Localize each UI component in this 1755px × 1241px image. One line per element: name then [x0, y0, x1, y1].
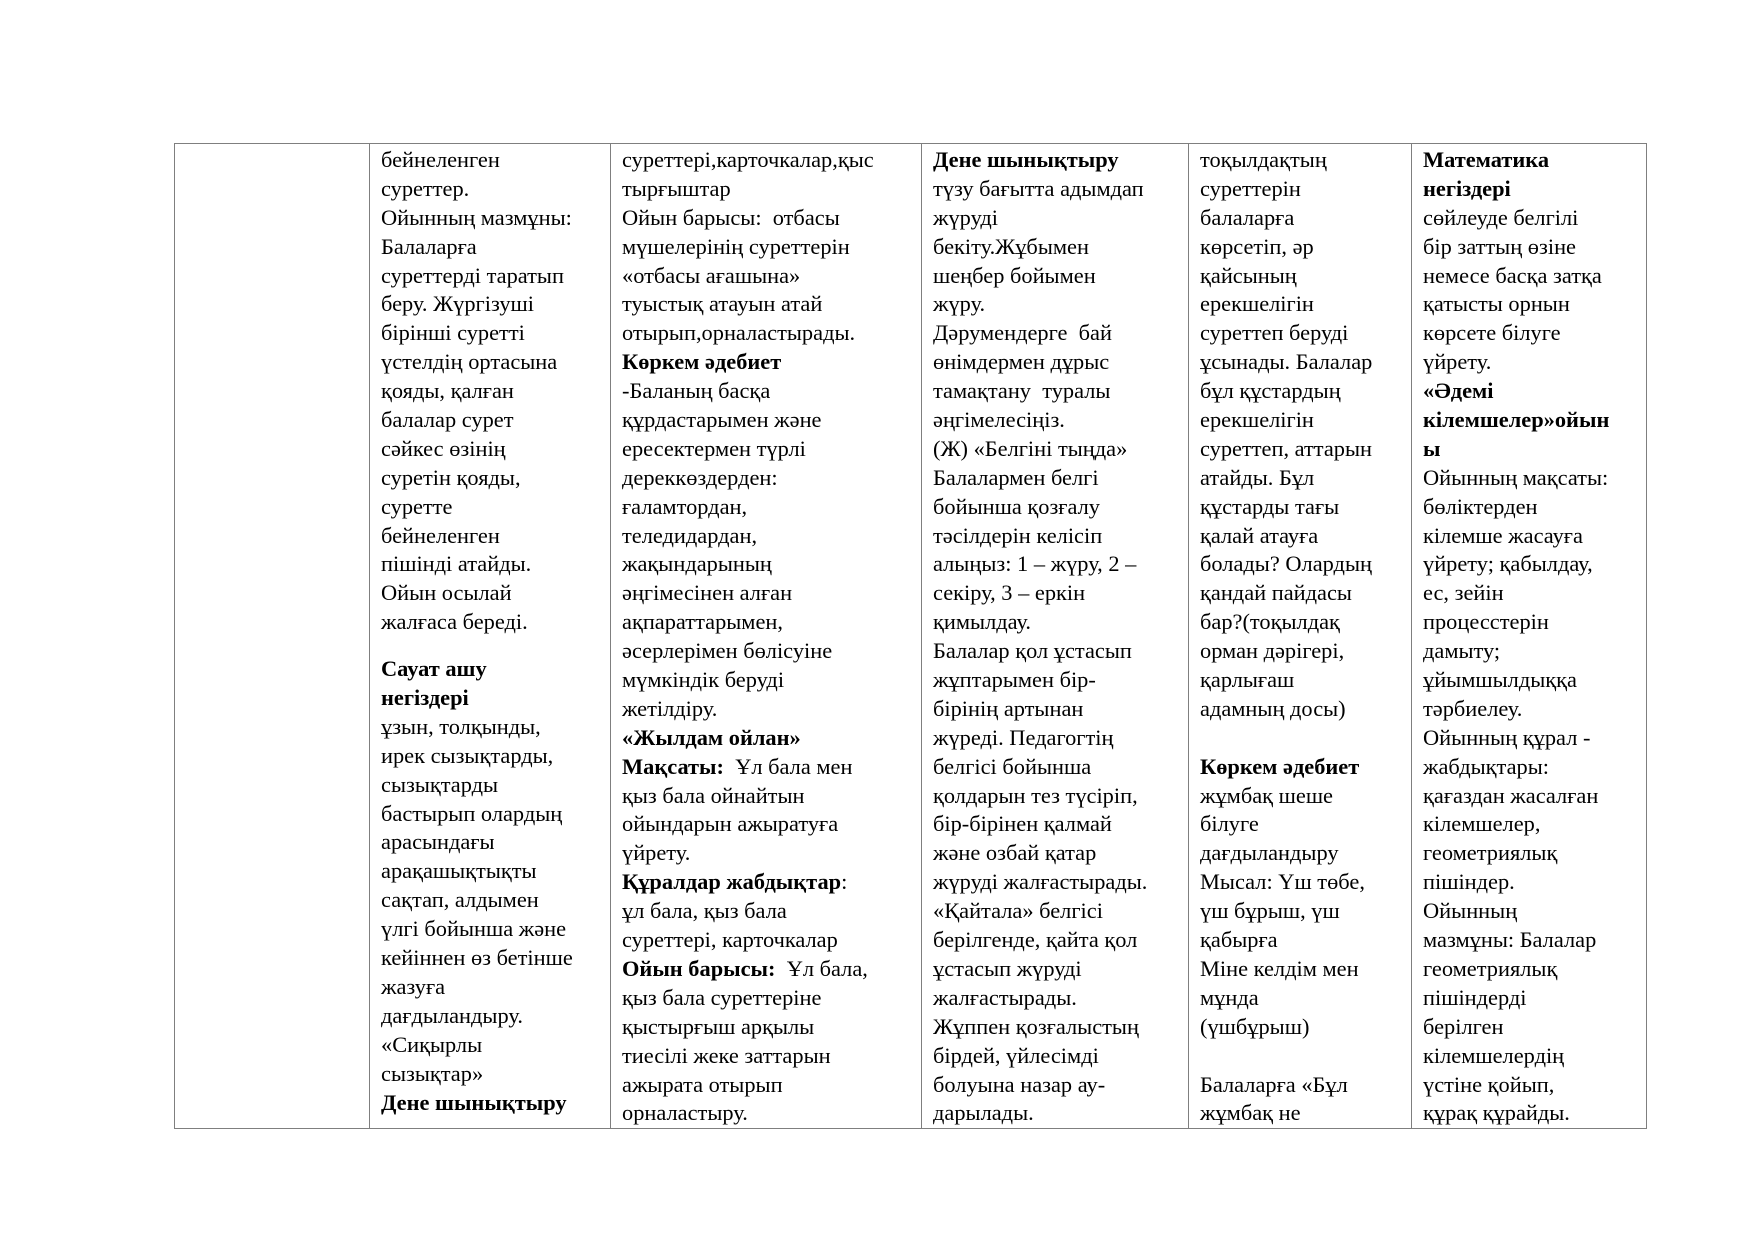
text-line: суреттеп беруді [1200, 320, 1349, 346]
text-line: жүреді. Педагогтің [933, 724, 1114, 750]
text-line: суреттер. [381, 175, 470, 201]
text-line: тамақтану туралы [933, 378, 1111, 404]
text-line: жұптарымен бір- [933, 667, 1096, 693]
text-line: Мысал: Үш төбе, [1200, 869, 1365, 895]
text-line: процесстерін [1423, 609, 1549, 635]
text-line: қайсының [1200, 262, 1297, 288]
text-line: адамның досы) [1200, 695, 1346, 721]
text-line: отырып,орналастырады. [622, 320, 856, 346]
text-line: әсерлерімен бөлісуіне [622, 638, 833, 664]
text-line: қатысты орнын [1423, 291, 1570, 317]
text-line: тәрбиелеу. [1423, 695, 1523, 721]
text-line: бірінің артынан [933, 695, 1084, 721]
bold-heading-line: «Әдемі [1423, 378, 1494, 404]
text-line: үлгі бойынша және [381, 916, 567, 942]
text-line: қимылдау. [933, 609, 1031, 635]
bold-heading-line: Көркем әдебиет [1200, 753, 1360, 779]
text-line: бекіту.Жұбымен [933, 233, 1089, 259]
text-line: өнімдермен дұрыс [933, 349, 1110, 375]
text-line: тәсілдерін келісіп [933, 522, 1103, 548]
table-cell-col-2 [370, 144, 611, 1129]
text-line: орман дәрігері, [1200, 638, 1345, 664]
text-line: қандай пайдасы [1200, 580, 1352, 606]
text-line: қояды, қалған [381, 378, 514, 404]
text-line: жалғастырады. [933, 984, 1077, 1010]
text-line: дағдыландыру. [381, 1002, 523, 1028]
bold-heading-line: Дене шынықтыру [933, 147, 1119, 172]
text-line: суреттері, карточкалар [622, 927, 838, 953]
text-line: бірінші суретті [381, 320, 525, 346]
text-line: пішіндер. [1423, 869, 1515, 895]
text-line: үйрету. [622, 840, 691, 866]
text-line: ажырата отырып [622, 1071, 783, 1097]
text-line: бойынша қозғалу [933, 493, 1100, 519]
text-line: балаларға [1200, 204, 1295, 230]
text-line: берілгенде, қайта қол [933, 927, 1138, 953]
text-line: (Ж) «Белгіні тыңда» [933, 435, 1128, 461]
text-line: дереккөздерден: [622, 464, 778, 490]
text-line: қыз бала суреттеріне [622, 984, 822, 1010]
text-line: қыз бала ойнайтын [622, 782, 805, 808]
text-line: Жұппен қозғалыстың [933, 1013, 1139, 1039]
text-line: мүшелерінің суреттерін [622, 233, 850, 259]
text-line: тиесілі жеке заттарын [622, 1042, 831, 1068]
text-line: жетілдіру. [622, 695, 718, 721]
text-line: Ойынның құрал - [1423, 724, 1591, 750]
text-line: Ойынның [1423, 898, 1518, 924]
text-line: бар?(тоқылдақ [1200, 609, 1340, 635]
text-line: жазуға [381, 973, 446, 999]
text-line: Ойынның мақсаты: [1423, 464, 1609, 490]
text-line: бөліктерден [1423, 493, 1538, 519]
table-cell-col-3 [611, 144, 922, 1129]
text-line: қағаздан жасалған [1423, 782, 1599, 808]
text-line: Балалар қол ұстасып [933, 638, 1132, 664]
text-line: мазмұны: Балалар [1423, 927, 1597, 953]
text-line: бастырып олардың [381, 800, 563, 826]
bold-heading-line: «Жылдам ойлан» [622, 724, 801, 750]
text-line: сызықтар» [381, 1060, 484, 1086]
text-line [622, 753, 915, 782]
text-line: бір-бірінен қалмай [933, 811, 1112, 837]
text-line: үстелдің ортасына [381, 349, 558, 375]
bold-heading-line: Дене шынықтыру [381, 1089, 567, 1115]
text-line [622, 955, 915, 984]
text-line: бір заттың өзіне [1423, 233, 1576, 259]
text-line [1200, 1042, 1405, 1071]
text-line: «отбасы ағашына» [622, 262, 801, 288]
table-cell-col-6 [1412, 144, 1647, 1129]
text-line: Ойын осылай [381, 580, 512, 606]
text-line: ұзын, толқынды, [381, 713, 541, 739]
paragraph-gap [381, 637, 604, 655]
text-line: үстіне қойып, [1423, 1071, 1555, 1097]
text-line: жалғаса береді. [381, 609, 528, 635]
text-line: жүру. [933, 291, 986, 317]
text-line: қыстырғыш арқылы [622, 1013, 815, 1039]
text-line: үш бұрыш, үш [1200, 898, 1340, 924]
text-line: балалар сурет [381, 407, 514, 433]
text-line: қарлығаш [1200, 667, 1295, 693]
text-line [622, 868, 915, 897]
text-line: дағдыландыру [1200, 840, 1339, 866]
line-rest: Ұл бала, [775, 955, 868, 981]
text-line: ес, зейін [1423, 580, 1504, 606]
text-line: геометриялық [1423, 955, 1558, 981]
text-line: әңгімесінен алған [622, 580, 793, 606]
bold-heading-line: Көркем әдебиет [622, 349, 782, 375]
text-line: Балалармен белгі [933, 464, 1099, 490]
text-line: бұл құстардың [1200, 378, 1341, 404]
text-line: көрсетіп, әр [1200, 233, 1314, 259]
text-line: суреттерді таратып [381, 262, 564, 288]
text-line: «Сиқырлы [381, 1031, 483, 1057]
text-line: жүруді жалғастырады. [933, 869, 1148, 895]
text-line: бірдей, үйлесімді [933, 1042, 1099, 1068]
text-line: орналастыру. [622, 1100, 748, 1126]
text-line: бейнеленген [381, 522, 500, 548]
table-row [175, 144, 1647, 1129]
text-line: үйрету. [1423, 349, 1492, 375]
text-line: жүруді [933, 204, 998, 230]
text-line: ересектермен түрлі [622, 435, 806, 461]
text-line: Ойын барысы: отбасы [622, 204, 840, 230]
text-line: ерекшелігін [1200, 407, 1314, 433]
text-line: мұнда [1200, 984, 1259, 1010]
table-cell-col-5 [1189, 144, 1412, 1129]
text-line: арасындағы [381, 829, 495, 855]
text-line: -Баланың басқа [622, 378, 771, 404]
bold-label: Құралдар жабдықтар [622, 869, 842, 895]
text-line: ерекшелігін [1200, 291, 1314, 317]
text-line: кілемшелер, [1423, 811, 1541, 837]
text-line: бейнеленген [381, 147, 500, 172]
text-line: болуына назар ау- [933, 1071, 1106, 1097]
table-cell-col-1 [175, 144, 370, 1129]
text-line: пішіндерді [1423, 984, 1527, 1010]
text-line: қалай атауға [1200, 522, 1319, 548]
text-line [1200, 724, 1405, 753]
bold-heading-line: кілемшелер»ойын [1423, 407, 1610, 433]
text-line: кілемшелердің [1423, 1042, 1565, 1068]
text-line: ақпараттарымен, [622, 609, 783, 635]
bold-heading-line: Сауат ашу [381, 656, 487, 682]
text-line: сөйлеуде белгілі [1423, 204, 1579, 230]
text-line: сызықтарды [381, 771, 499, 797]
text-line: ойындарын ажыратуға [622, 811, 839, 837]
text-line: (үшбұрыш) [1200, 1013, 1310, 1039]
text-line: кілемше жасауға [1423, 522, 1583, 548]
line-rest: Ұл бала мен [724, 753, 853, 779]
text-line: суретін қояды, [381, 464, 521, 490]
text-line: мүмкіндік беруді [622, 667, 785, 693]
text-line: құрақ құрайды. [1423, 1100, 1570, 1126]
bold-heading-line: ы [1423, 435, 1441, 461]
text-line: жұмбақ не [1200, 1100, 1301, 1126]
text-line: қолдарын тез түсіріп, [933, 782, 1138, 808]
lesson-plan-table [174, 143, 1647, 1129]
bold-label: Ойын барысы: [622, 955, 776, 981]
text-line: ұйымшылдыққа [1423, 667, 1577, 693]
text-line: жақындарының [622, 551, 772, 577]
text-line: берілген [1423, 1013, 1504, 1039]
text-line: болады? Олардың [1200, 551, 1372, 577]
text-line: Балаларға «Бұл [1200, 1071, 1348, 1097]
text-line: құрдастарымен және [622, 407, 822, 433]
table-cell-col-4 [922, 144, 1189, 1129]
text-line: және озбай қатар [933, 840, 1097, 866]
line-rest: : [841, 869, 848, 895]
text-line: ғаламтордан, [622, 493, 748, 519]
text-line: суреттері,карточкалар,қыс [622, 147, 874, 172]
text-line: суреттерін [1200, 175, 1301, 201]
bold-heading-line: негіздері [1423, 175, 1511, 201]
bold-label: Мақсаты: [622, 753, 724, 779]
text-line: түзу бағытта адымдап [933, 175, 1144, 201]
text-line: алыңыз: 1 – жүру, 2 – [933, 551, 1137, 577]
text-line: жұмбақ шеше [1200, 782, 1333, 808]
text-line: үйрету; қабылдау, [1423, 551, 1593, 577]
text-line: туыстық атауын атай [622, 291, 823, 317]
text-line: арақашықтықты [381, 858, 537, 884]
text-line: дамыту; [1423, 638, 1501, 664]
text-line: құстарды тағы [1200, 493, 1340, 519]
text-line: көрсете білуге [1423, 320, 1561, 346]
text-line: шеңбер бойымен [933, 262, 1096, 288]
text-line: қабырға [1200, 927, 1278, 953]
text-line: білуге [1200, 811, 1259, 837]
text-line: немесе басқа затқа [1423, 262, 1602, 288]
text-line: беру. Жүргізуші [381, 291, 534, 317]
text-line: ұсынады. Балалар [1200, 349, 1373, 375]
text-line: ұл бала, қыз бала [622, 898, 787, 924]
text-line: тоқылдақтың [1200, 147, 1327, 172]
text-line: суретте [381, 493, 453, 519]
text-line: Ойынның мазмұны: [381, 204, 572, 230]
text-line: жабдықтары: [1423, 753, 1550, 779]
text-line: сәйкес өзінің [381, 435, 506, 461]
text-line: атайды. Бұл [1200, 464, 1315, 490]
text-line: Балаларға [381, 233, 477, 259]
text-line: пішінді атайды. [381, 551, 532, 577]
bold-heading-line: Математика [1423, 147, 1550, 172]
text-line: геометриялық [1423, 840, 1558, 866]
text-line: сақтап, алдымен [381, 887, 539, 913]
text-line: дарылады. [933, 1100, 1034, 1126]
text-line: Дәрумендерге бай [933, 320, 1112, 346]
text-line: тырғыштар [622, 175, 731, 201]
text-line: суреттеп, аттарын [1200, 435, 1373, 461]
text-line: теледидардан, [622, 522, 758, 548]
bold-heading-line: негіздері [381, 685, 469, 711]
text-line: «Қайтала» белгісі [933, 898, 1103, 924]
text-line: ұстасып жүруді [933, 955, 1082, 981]
text-line: кейіннен өз бетінше [381, 945, 573, 971]
text-line: әңгімелесіңіз. [933, 407, 1065, 433]
text-line: ирек сызықтарды, [381, 742, 554, 768]
text-line: белгісі бойынша [933, 753, 1092, 779]
text-line: секіру, 3 – еркін [933, 580, 1086, 606]
text-line: Міне келдім мен [1200, 955, 1359, 981]
